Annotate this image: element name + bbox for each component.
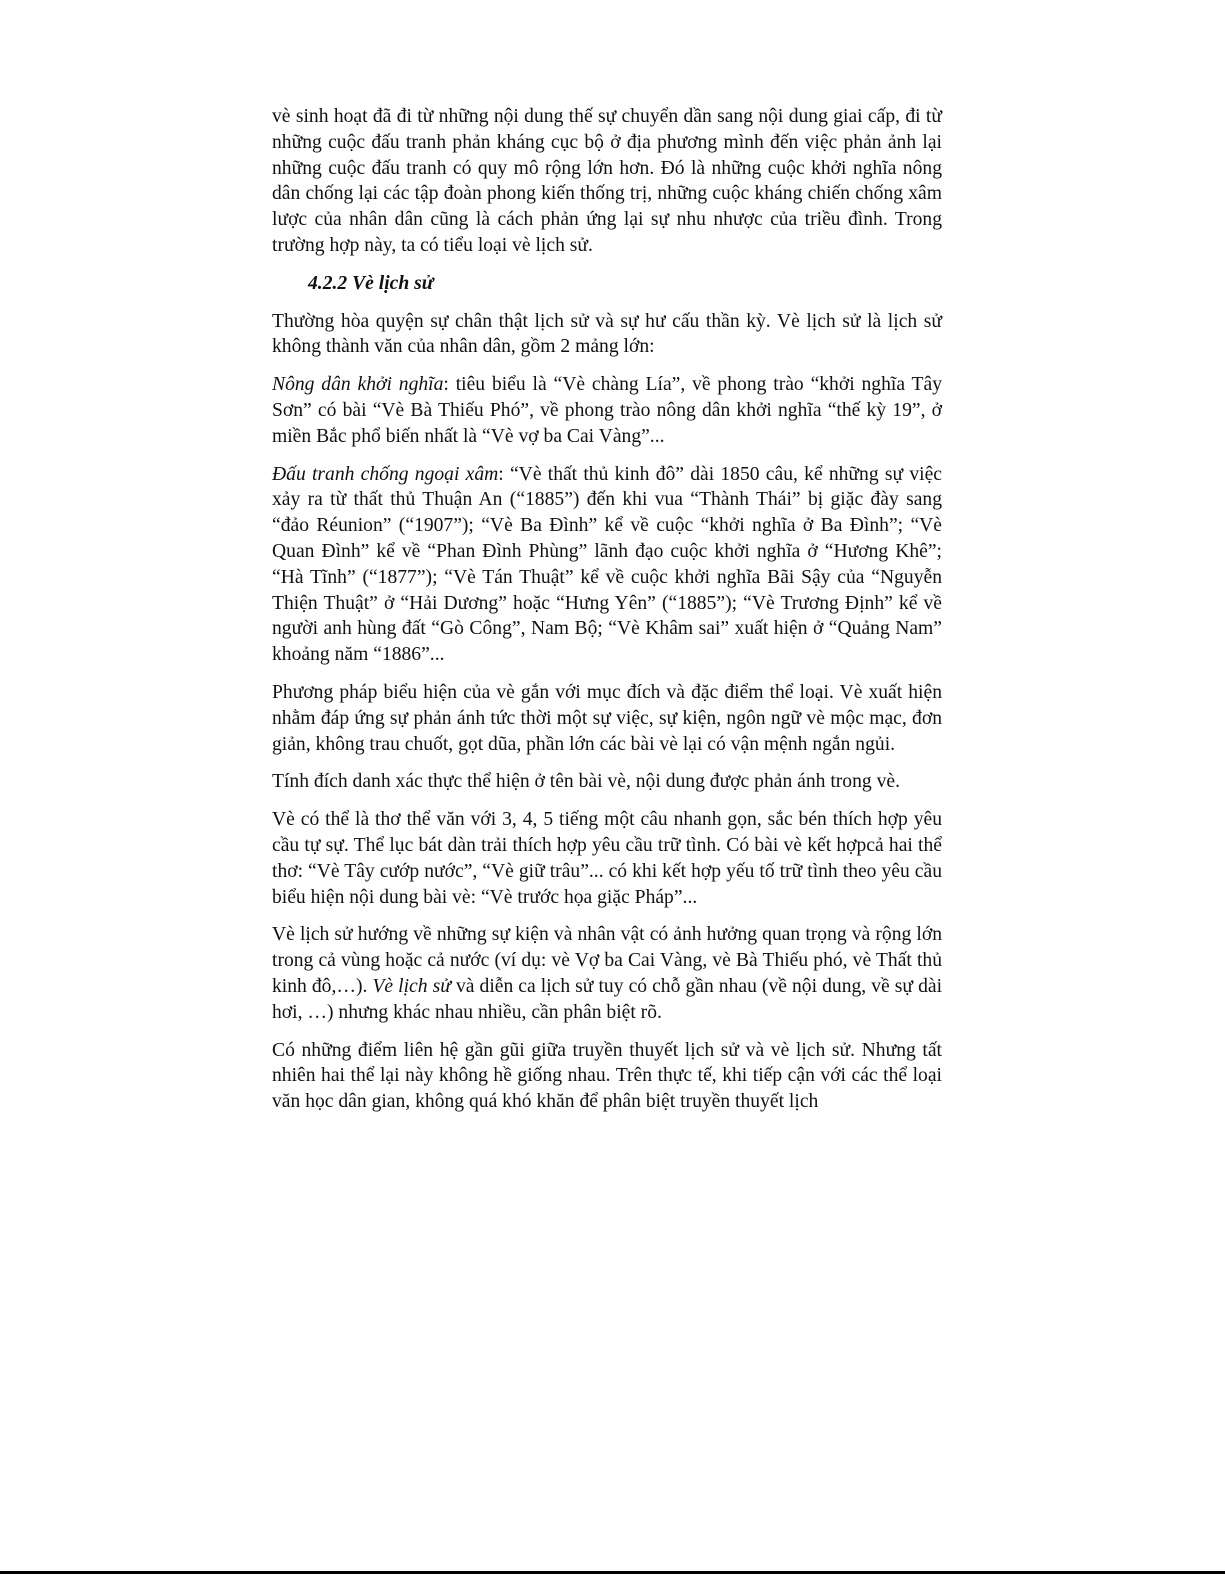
paragraph-legend-link: Có những điểm liên hệ gần gũi giữa truyền thuyết lịch sử và vè lịch sử. Nhưng tất nhiên hai thể lại này không hề giống nhau. Trên thực tế, khi tiếp cận với các thể loại văn học dân gian, không quá khó khăn để phân biệt truyền thuyết lịch: [272, 1039, 942, 1113]
document-page: [272, 104, 942, 1127]
paragraph-lead-invasion: Đấu tranh chống ngoại xâm: [272, 463, 499, 485]
paragraph-comparison-b: và diễn ca lịch sử tuy có chỗ gần nhau (về nội dung, về sự dài hơi, …) nhưng khác nhau nhiều, cần phân biệt rõ.: [272, 975, 943, 1023]
paragraph-peasant-uprising: [272, 372, 942, 449]
page-bottom-border: [0, 1571, 1225, 1574]
paragraph-naming: Tính đích danh xác thực thể hiện ở tên bài vè, nội dung được phản ánh trong vè.: [272, 771, 900, 793]
paragraph-form: Vè có thể là thơ thể văn với 3, 4, 5 tiếng một câu nhanh gọn, sắc bén thích hợp yêu cầu tự sự. Thể lục bát dàn trải thích hợp yêu cầu trữ tình. Có bài vè kết hợpcả hai thể thơ: “Vè Tây cướp nước”, “Vè giữ trâu”... có khi kết hợp yếu tố trữ tình theo yêu cầu biểu hiện nội dung bài vè: “Vè trước họa giặc Pháp”...: [272, 809, 942, 908]
section-heading: 4.2.2 Vè lịch sử: [308, 272, 434, 294]
paragraph-foreign-invasion: [272, 462, 942, 668]
paragraph-comparison-a: Vè lịch sử hướng về những sự kiện và nhân vật có ảnh hưởng quan trọng và rộng lớn trong cả vùng hoặc cả nước (ví dụ: vè Vợ ba Cai Vàng, vè Bà Thiếu phó, vè Thất thủ kinh đô,…).: [272, 924, 942, 997]
paragraph-method: Phương pháp biểu hiện của vè gắn với mục đích và đặc điểm thể loại. Vè xuất hiện nhằm đáp ứng sự phản ánh tức thời một sự việc, sự kiện, ngôn ngữ vè mộc mạc, đơn giản, không trau chuốt, gọt dũa, phần lớn các bài vè lại có vận mệnh ngắn ngủi.: [272, 681, 942, 755]
paragraph-definition: Thường hòa quyện sự chân thật lịch sử và sự hư cấu thần kỳ. Vè lịch sử là lịch sử không thành văn của nhân dân, gồm 2 mảng lớn:: [272, 310, 942, 358]
paragraph-intro: vè sinh hoạt đã đi từ những nội dung thế sự chuyển dần sang nội dung giai cấp, đi từ những cuộc đấu tranh phản kháng cục bộ ở địa phương mình đến việc phản ảnh lại những cuộc đấu tranh có quy mô rộng lớn hơn. Đó là những cuộc khởi nghĩa nông dân chống lại các tập đoàn phong kiến thống trị, những cuộc kháng chiến chống xâm lược của nhân dân cũng là cách phản ứng lại sự nhu nhược của triều đình. Trong trường hợp này, ta có tiểu loại vè lịch sử.: [272, 106, 942, 256]
paragraph-body-peasant: : tiêu biểu là “Vè chàng Lía”, về phong trào “khởi nghĩa Tây Sơn” có bài “Vè Bà Thiếu Phó”, về phong trào nông dân khởi nghĩa “thế kỳ 19”, ở miền Bắc phổ biến nhất là “Vè vợ ba Cai Vàng”...: [272, 374, 942, 447]
paragraph-comparison: [272, 922, 942, 1025]
paragraph-lead-peasant: Nông dân khởi nghĩa: [272, 374, 444, 396]
paragraph-comparison-italic: Vè lịch sử: [372, 975, 451, 997]
paragraph-body-invasion: : “Vè thất thủ kinh đô” dài 1850 câu, kể những sự việc xảy ra từ thất thủ Thuận An (“1885”) đến khi vua “Thành Thái” bị giặc đày sang “đảo Réunion” (“1907”); “Vè Ba Đình” kể về cuộc “khởi nghĩa ở Ba Đình”; “Vè Quan Đình” kể về “Phan Đình Phùng” lãnh đạo cuộc khởi nghĩa ở “Hương Khê”; “Hà Tĩnh” (“1877”); “Vè Tán Thuật” kể về cuộc khởi nghĩa Bãi Sậy của “Nguyễn Thiện Thuật” ở “Hải Dương” hoặc “Hưng Yên” (“1885”); “Vè Trương Định” kể về người anh hùng đất “Gò Công”, Nam Bộ; “Vè Khâm sai” xuất hiện ở “Quảng Nam” khoảng năm “1886”...: [272, 463, 942, 666]
